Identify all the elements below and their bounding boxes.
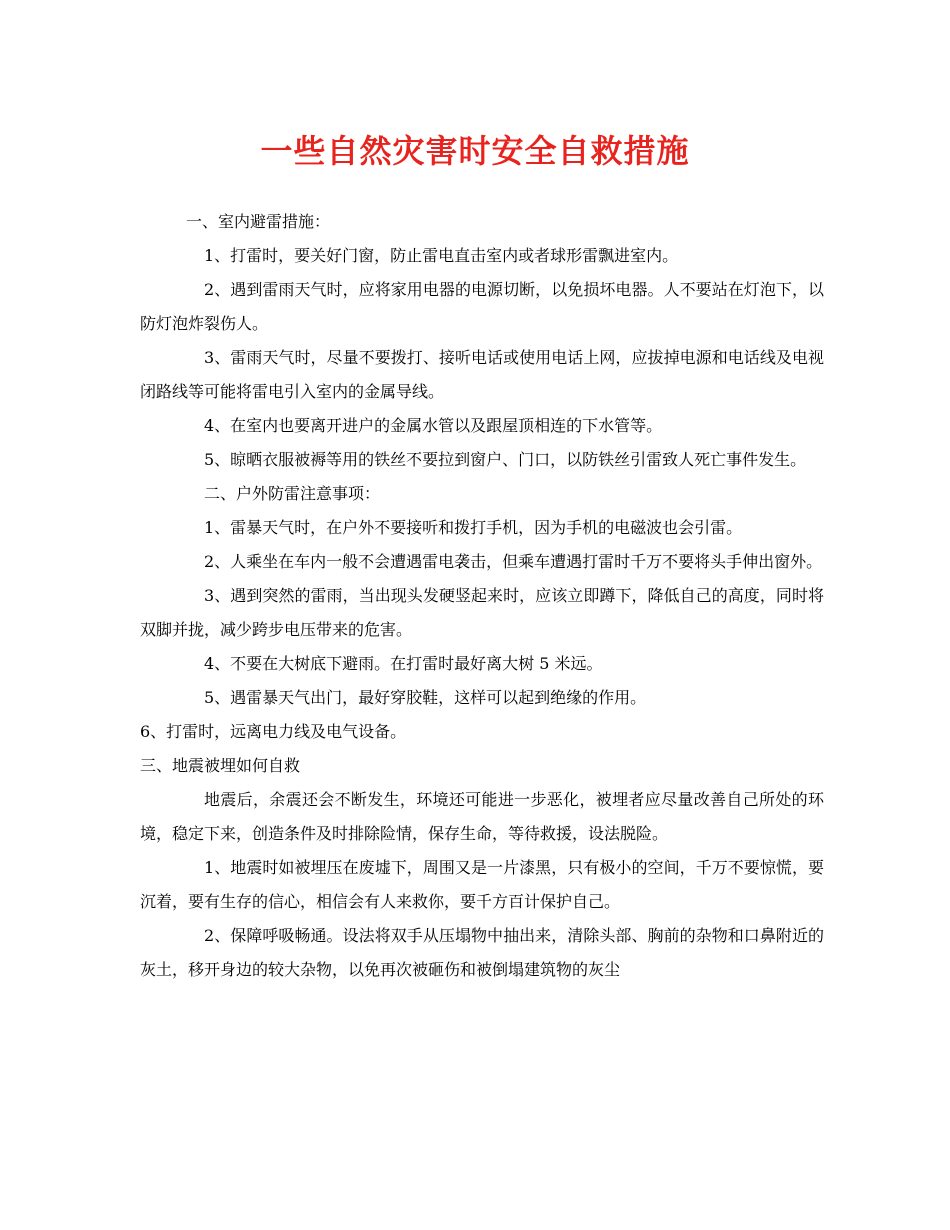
paragraph: 2、保障呼吸畅通。设法将双手从压塌物中抽出来，清除头部、胸前的杂物和口鼻附近的灰土，移开身边的较大杂物，以免再次被砸伤和被倒塌建筑物的灰尘 [140,926,824,979]
paragraph: 1、地震时如被埋压在废墟下，周围又是一片漆黑，只有极小的空间，千万不要惊慌，要沉着，要有生存的信心，相信会有人来救你，要千方百计保护自己。 [140,858,824,911]
paragraph: 1、打雷时，要关好门窗，防止雷电直击室内或者球形雷飘进室内。 [204,246,679,265]
section-heading-indoor: 一、室内避雷措施： [186,212,331,231]
paragraph: 2、遇到雷雨天气时，应将家用电器的电源切断，以免损坏电器。人不要站在灯泡下，以防灯泡炸裂伤人。 [140,280,824,333]
paragraph: 5、晾晒衣服被褥等用的铁丝不要拉到窗户、门口，以防铁丝引雷致人死亡事件发生。 [204,450,807,469]
paragraph: 5、遇雷暴天气出门，最好穿胶鞋，这样可以起到绝缘的作用。 [204,688,647,707]
paragraph: 4、不要在大树底下避雨。在打雷时最好离大树 5 米远。 [204,654,603,673]
paragraph: 1、雷暴天气时，在户外不要接听和拨打手机，因为手机的电磁波也会引雷。 [204,518,743,537]
document-title: 一些自然灾害时安全自救措施 [260,132,690,170]
paragraph: 3、雷雨天气时，尽量不要拨打、接听电话或使用电话上网，应拔掉电源和电话线及电视闭路线等可能将雷电引入室内的金属导线。 [140,348,824,401]
paragraph: 4、在室内也要离开进户的金属水管以及跟屋顶相连的下水管等。 [204,416,663,435]
document-body [140,205,824,987]
paragraph: 地震后，余震还会不断发生，环境还可能进一步恶化，被埋者应尽量改善自己所处的环境，稳定下来，创造条件及时排除险情，保存生命，等待救援，设法脱险。 [140,790,824,843]
paragraph: 6、打雷时，远离电力线及电气设备。 [140,722,407,741]
section-heading-outdoor: 二、户外防雷注意事项： [204,484,381,503]
paragraph: 2、人乘坐在车内一般不会遭遇雷电袭击，但乘车遭遇打雷时千万不要将头手伸出窗外。 [204,552,823,571]
section-heading-earthquake: 三、地震被埋如何自救 [140,756,301,775]
paragraph: 3、遇到突然的雷雨，当出现头发硬竖起来时，应该立即蹲下，降低自己的高度，同时将双脚并拢，减少跨步电压带来的危害。 [140,586,824,639]
